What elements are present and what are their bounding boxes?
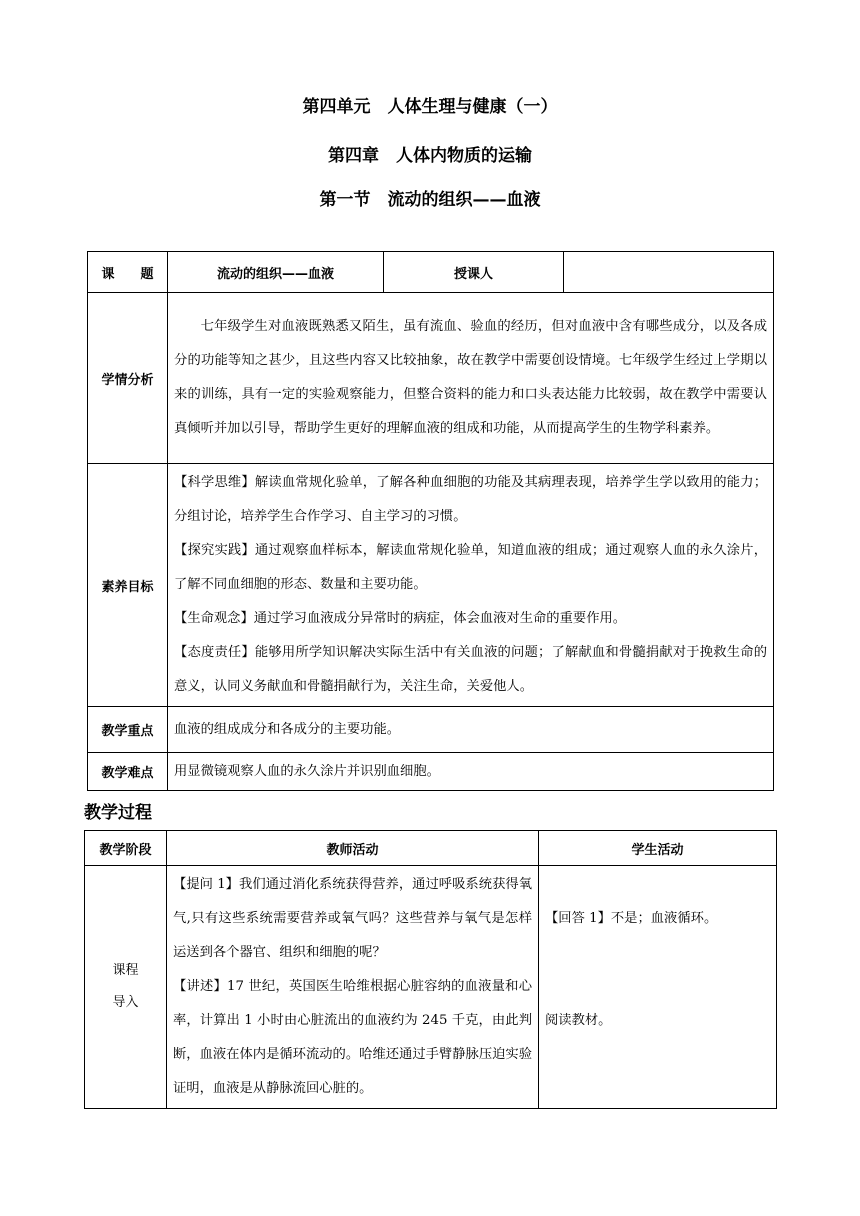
col-teacher: 教师活动 <box>167 831 539 866</box>
stage-line-1: 课程 <box>112 963 139 978</box>
difficult-label: 教学难点 <box>88 753 168 791</box>
goal-life-concept: 【生命观念】通过学习血液成分异常时的病症，体会血液对生命的重要作用。 <box>174 611 627 626</box>
student-answer: 【回答 1】不是；血液循环。 <box>545 911 718 926</box>
stage-cell <box>85 866 167 1109</box>
teacher-label: 授课人 <box>384 252 564 293</box>
goals-label: 素养目标 <box>88 464 168 707</box>
analysis-text: 七年级学生对血液既熟悉又陌生，虽有流血、验血的经历，但对血液中含有哪些成分，以及各成分的功能等知之甚少，且这些内容又比较抽象，故在教学中需要创设情境。七年级学生经过上学期以来的训练，具有一定的实验观察能力，但整合资料的能力和口头表达能力比较弱，故在教学中需要认真倾听并加以引导，帮助学生更好的理解血液的组成和功能，从而提高学生的生物学科素养。 <box>168 293 774 464</box>
process-heading: 教学过程 <box>84 803 152 823</box>
teacher-value <box>564 252 774 293</box>
unit-title: 第四单元 人体生理与健康（一） <box>302 97 558 117</box>
teacher-question: 【提问 1】我们通过消化系统获得营养，通过呼吸系统获得氧气,只有这些系统需要营养或氧气吗？这些营养与氧气是怎样运送到各个器官、组织和细胞的呢？ <box>173 877 532 960</box>
col-student: 学生活动 <box>539 831 777 866</box>
stage-line-2: 导入 <box>112 995 139 1010</box>
key-label: 教学重点 <box>88 707 168 753</box>
student-activity <box>539 866 777 1109</box>
student-read: 阅读教材。 <box>545 1013 612 1028</box>
topic-label: 课 题 <box>88 252 168 293</box>
teacher-activity <box>167 866 539 1109</box>
difficult-text: 用显微镜观察人血的永久涂片并识别血细胞。 <box>168 753 774 791</box>
chapter-title: 第四章 人体内物质的运输 <box>328 146 532 166</box>
topic-value: 流动的组织——血液 <box>168 252 384 293</box>
key-text: 血液的组成成分和各成分的主要功能。 <box>168 707 774 753</box>
goal-science-thinking: 【科学思维】解读血常规化验单，了解各种血细胞的功能及其病理表现，培养学生学以致用的能力；分组讨论，培养学生合作学习、自主学习的习惯。 <box>174 475 767 524</box>
lesson-info-table <box>87 251 774 791</box>
goal-attitude-responsibility: 【态度责任】能够用所学知识解决实际生活中有关血液的问题；了解献血和骨髓捐献对于挽救生命的意义，认同义务献血和骨髓捐献行为，关注生命，关爱他人。 <box>174 645 767 694</box>
col-stage: 教学阶段 <box>85 831 167 866</box>
section-title: 第一节 流动的组织——血液 <box>319 190 541 210</box>
analysis-label: 学情分析 <box>88 293 168 464</box>
process-table <box>84 830 777 1109</box>
goal-inquiry-practice: 【探究实践】通过观察血样标本，解读血常规化验单，知道血液的组成；通过观察人血的永久涂片，了解不同血细胞的形态、数量和主要功能。 <box>174 543 767 592</box>
teacher-lecture: 【讲述】17 世纪，英国医生哈维根据心脏容纳的血液量和心率，计算出 1 小时由心脏流出的血液约为 245 千克，由此判断，血液在体内是循环流动的。哈维还通过手臂静脉压迫实验证明，血液是从静脉流回心脏的。 <box>173 979 533 1096</box>
goals-cell <box>168 464 774 707</box>
